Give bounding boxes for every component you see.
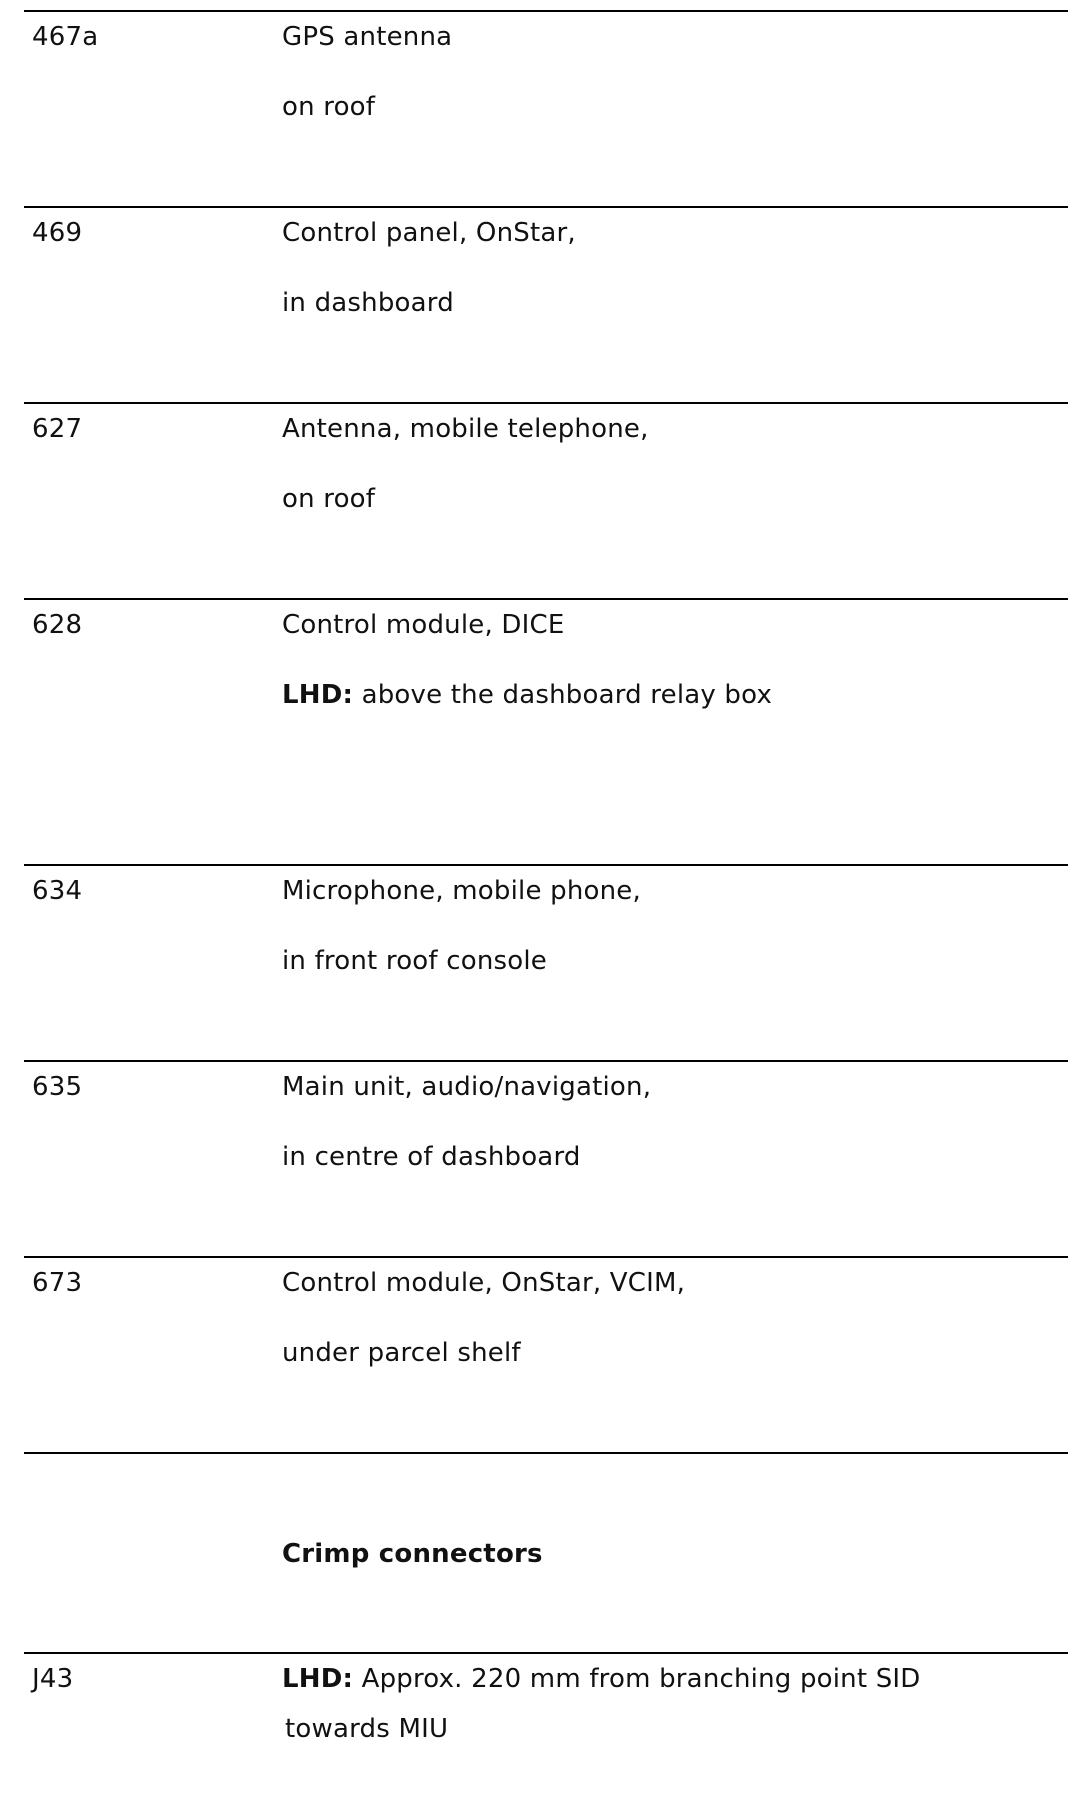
component-location: in front roof console [282, 946, 547, 976]
row-divider [24, 206, 1068, 208]
row-divider [24, 10, 1068, 12]
connector-location-continued: towards MIU [285, 1714, 449, 1744]
connector-location-text: Approx. 220 mm from branching point SID [361, 1664, 921, 1694]
component-code: 469 [32, 218, 83, 248]
component-description: Control module, OnStar, VCIM, [282, 1268, 686, 1298]
component-description: Microphone, mobile phone, [282, 876, 641, 906]
component-code: 673 [32, 1268, 83, 1298]
component-description: Antenna, mobile telephone, [282, 414, 649, 444]
lhd-label: LHD: [282, 680, 354, 710]
component-location: on roof [282, 484, 376, 514]
section-heading: Crimp connectors [282, 1539, 543, 1569]
connector-code: J43 [32, 1664, 74, 1694]
component-description: GPS antenna [282, 22, 453, 52]
connector-description [282, 1664, 921, 1694]
component-code: 467a [32, 22, 99, 52]
location-text: above the dashboard relay box [361, 680, 773, 710]
row-divider [24, 598, 1068, 600]
row-divider [24, 1652, 1068, 1654]
row-divider [24, 1452, 1068, 1454]
component-description: Control panel, OnStar, [282, 218, 576, 248]
component-code: 635 [32, 1072, 83, 1102]
component-description: Control module, DICE [282, 610, 565, 640]
component-code: 628 [32, 610, 83, 640]
row-divider [24, 1060, 1068, 1062]
component-code: 627 [32, 414, 83, 444]
row-divider [24, 1256, 1068, 1258]
component-description: Main unit, audio/navigation, [282, 1072, 652, 1102]
lhd-label: LHD: [282, 1664, 354, 1694]
component-code: 634 [32, 876, 83, 906]
row-divider [24, 402, 1068, 404]
component-location: in dashboard [282, 288, 454, 318]
component-location: under parcel shelf [282, 1338, 521, 1368]
component-location [282, 680, 772, 710]
component-location: on roof [282, 92, 376, 122]
component-location: in centre of dashboard [282, 1142, 581, 1172]
row-divider [24, 864, 1068, 866]
